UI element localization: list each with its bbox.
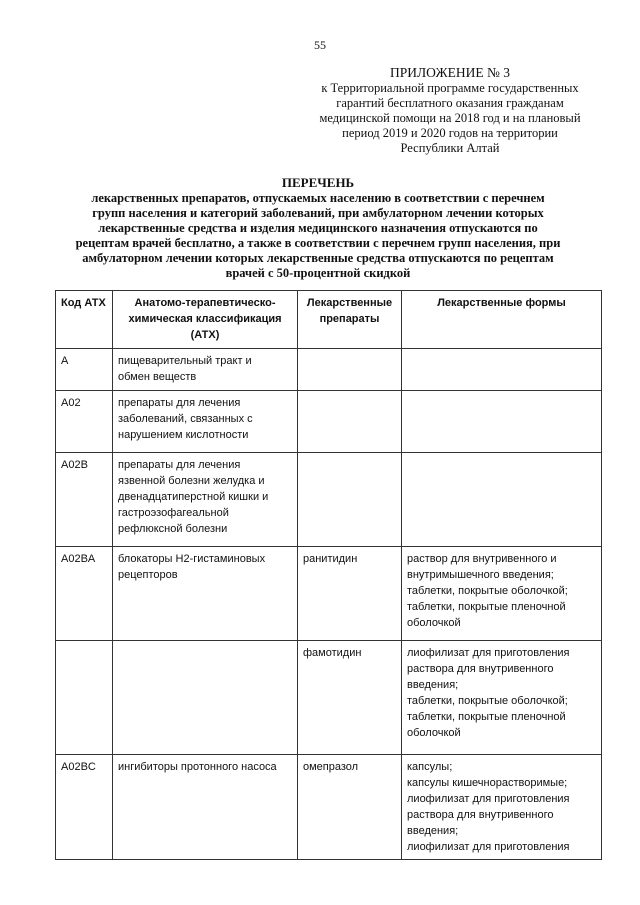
header-drugs: [298, 291, 402, 349]
dosage-form-line: таблетки, покрытые пленочной: [407, 711, 566, 723]
classification-line: гастроэзофагеальной: [118, 507, 229, 519]
appendix-heading: ПРИЛОЖЕНИЕ № 3: [389, 65, 511, 80]
drug-cell: [298, 349, 402, 391]
atc-code-cell: [56, 641, 113, 755]
header-drugs-line: препараты: [319, 313, 380, 325]
forms-cell: [402, 755, 602, 860]
drug-list-table: [55, 290, 602, 860]
classification-line: рефлюксной болезни: [118, 523, 228, 535]
header-drugs-line: Лекарственные: [306, 297, 393, 309]
title-line: групп населения и категорий заболеваний, при амбулаторном лечении которых: [92, 206, 544, 220]
header-classification-line: Анатомо-терапевтическо-: [134, 297, 276, 309]
classification-line: препараты для лечения: [118, 459, 241, 471]
dosage-form-line: введения;: [407, 825, 459, 837]
atc-code-cell: A02B: [56, 453, 113, 547]
forms-cell: [402, 453, 602, 547]
classification-cell: [113, 547, 298, 641]
classification-cell: [113, 453, 298, 547]
forms-cell: [402, 547, 602, 641]
table-header-row: [56, 291, 602, 349]
drug-cell: [298, 547, 402, 641]
dosage-form-line: внутримышечного введения;: [407, 569, 554, 581]
dosage-form-line: таблетки, покрытые оболочкой;: [407, 695, 568, 707]
header-forms: Лекарственные формы: [402, 291, 602, 349]
classification-cell: [113, 641, 298, 755]
classification-line: пищеварительный тракт и: [118, 355, 252, 367]
classification-line: рецепторов: [118, 569, 178, 581]
title-main: ПЕРЕЧЕНЬ: [281, 175, 355, 190]
drug-cell: [298, 755, 402, 860]
forms-cell: [402, 349, 602, 391]
drug-name: омепразол: [303, 761, 359, 773]
forms-cell: [402, 641, 602, 755]
page-number: 55: [314, 38, 326, 52]
appendix-line: Республики Алтай: [400, 141, 500, 155]
drug-name: фамотидин: [303, 647, 362, 659]
dosage-form-line: капсулы кишечнорастворимые;: [407, 777, 568, 789]
classification-line: заболеваний, связанных с: [118, 413, 253, 425]
appendix-line: медицинской помощи на 2018 год и на плановый: [319, 111, 581, 125]
header-classification-line: (АТХ): [190, 329, 220, 341]
dosage-form-line: лиофилизат для приготовления: [407, 841, 570, 853]
classification-line: нарушением кислотности: [118, 429, 249, 441]
atc-code-cell: A: [56, 349, 113, 391]
dosage-form-line: лиофилизат для приготовления: [407, 793, 570, 805]
classification-line: ингибиторы протонного насоса: [118, 761, 277, 773]
dosage-form-line: оболочкой: [407, 727, 461, 739]
header-classification-line: химическая классификация: [128, 313, 282, 325]
table-row: [56, 349, 602, 391]
drug-cell: [298, 391, 402, 453]
atc-code-cell: A02BC: [56, 755, 113, 860]
dosage-form-line: раствор для внутривенного и: [407, 553, 557, 565]
table-row: [56, 453, 602, 547]
table-row: [56, 641, 602, 755]
title-line: амбулаторном лечении которых лекарственные средства отпускаются по рецептам: [82, 251, 554, 265]
dosage-form-line: раствора для внутривенного: [407, 809, 554, 821]
title-line: рецептам врачей бесплатно, а также в соответствии с перечнем групп населения, при: [75, 236, 561, 250]
atc-code-cell: A02BA: [56, 547, 113, 641]
dosage-form-line: введения;: [407, 679, 459, 691]
atc-code-cell: A02: [56, 391, 113, 453]
classification-line: блокаторы Н2-гистаминовых: [118, 553, 266, 565]
appendix-line: период 2019 и 2020 годов на территории: [342, 126, 558, 140]
dosage-form-line: раствора для внутривенного: [407, 663, 554, 675]
classification-cell: [113, 349, 298, 391]
dosage-form-line: лиофилизат для приготовления: [407, 647, 570, 659]
classification-cell: [113, 391, 298, 453]
table-row: [56, 391, 602, 453]
table-row: [56, 755, 602, 860]
title-line: лекарственных препаратов, отпускаемых населению в соответствии с перечнем: [91, 191, 545, 205]
dosage-form-line: оболочкой: [407, 617, 461, 629]
dosage-form-line: капсулы;: [407, 761, 453, 773]
title-line: лекарственные средства и изделия медицинского назначения отпускаются по: [98, 221, 538, 235]
classification-line: язвенной болезни желудка и: [118, 475, 265, 487]
classification-line: обмен веществ: [118, 371, 197, 383]
drug-cell: [298, 453, 402, 547]
document-title: [62, 175, 574, 281]
appendix-line: к Территориальной программе государственных: [321, 81, 579, 95]
drug-cell: [298, 641, 402, 755]
classification-line: двенадцатиперстной кишки и: [118, 491, 269, 503]
dosage-form-line: таблетки, покрытые оболочкой;: [407, 585, 568, 597]
title-line: врачей с 50-процентной скидкой: [225, 266, 411, 280]
classification-line: препараты для лечения: [118, 397, 241, 409]
appendix-line: гарантий бесплатного оказания гражданам: [336, 96, 564, 110]
header-classification: [113, 291, 298, 349]
header-code: Код АТХ: [56, 291, 113, 349]
appendix-header: [300, 65, 600, 156]
forms-cell: [402, 391, 602, 453]
table-row: [56, 547, 602, 641]
drug-name: ранитидин: [303, 553, 358, 565]
classification-cell: [113, 755, 298, 860]
dosage-form-line: таблетки, покрытые пленочной: [407, 601, 566, 613]
